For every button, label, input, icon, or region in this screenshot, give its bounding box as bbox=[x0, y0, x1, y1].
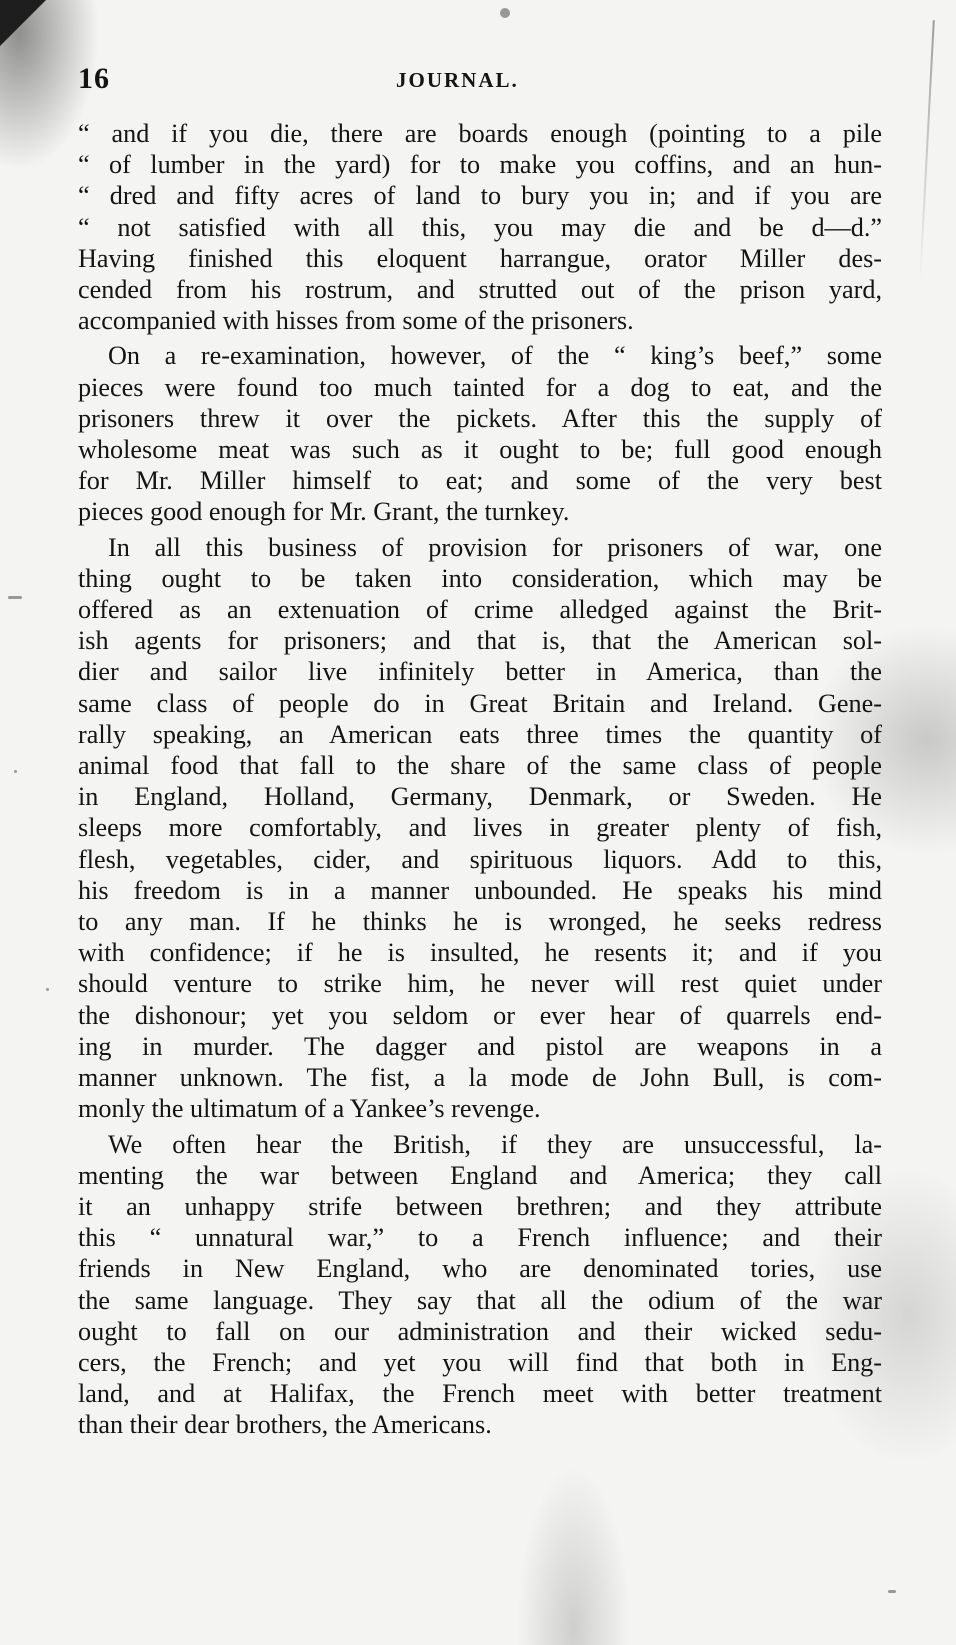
scan-speck bbox=[8, 596, 22, 599]
text-line: “ of lumber in the yard) for to make you coffins, and an hun- bbox=[78, 150, 882, 180]
text-line: the same language. They say that all the odium of the war bbox=[78, 1285, 882, 1315]
paragraph-4 bbox=[78, 1129, 882, 1441]
text-line: cended from his rostrum, and strutted out of the prison yard, bbox=[78, 275, 882, 305]
text-line: in England, Holland, Germany, Denmark, or Sweden. He bbox=[78, 782, 882, 812]
text-line: On a re-examination, however, of the “ king’s beef,” some bbox=[108, 341, 882, 371]
text-line: to any man. If he thinks he is wronged, he seeks redress bbox=[78, 907, 882, 937]
text-line: manner unknown. The fist, a la mode de John Bull, is com- bbox=[78, 1063, 882, 1093]
text-line: “ not satisfied with all this, you may die and be d—d.” bbox=[78, 212, 882, 242]
text-line: ought to fall on our administration and their wicked sedu- bbox=[78, 1316, 882, 1346]
text-line: wholesome meat was such as it ought to be; full good enough bbox=[78, 435, 882, 465]
text-line: same class of people do in Great Britain and Ireland. Gene- bbox=[78, 688, 882, 718]
text-line: the dishonour; yet you seldom or ever hear of quarrels end- bbox=[78, 1000, 882, 1030]
text-line: sleeps more comfortably, and lives in greater plenty of fish, bbox=[78, 813, 882, 843]
scan-speck bbox=[14, 770, 17, 773]
text-line: pieces good enough for Mr. Grant, the turnkey. bbox=[78, 497, 570, 527]
text-line: friends in New England, who are denominated tories, use bbox=[78, 1254, 882, 1284]
page-edge-mark bbox=[919, 20, 935, 280]
paragraph-1 bbox=[78, 118, 882, 336]
text-line: We often hear the British, if they are unsuccessful, la- bbox=[108, 1129, 882, 1159]
text-line: “ dred and fifty acres of land to bury you in; and if you are bbox=[78, 181, 882, 211]
text-line: dier and sailor live infinitely better in America, than the bbox=[78, 657, 882, 687]
text-line: flesh, vegetables, cider, and spirituous liquors. Add to this, bbox=[78, 844, 882, 874]
text-line: than their dear brothers, the Americans. bbox=[78, 1410, 492, 1440]
page-number: 16 bbox=[78, 62, 110, 95]
text-line: menting the war between England and America; they call bbox=[78, 1160, 882, 1190]
text-line: “ and if you die, there are boards enough (pointing to a pile bbox=[78, 119, 882, 148]
text-line: ing in murder. The dagger and pistol are weapons in a bbox=[78, 1031, 882, 1061]
text-line: this “ unnatural war,” to a French influence; and their bbox=[78, 1223, 882, 1253]
paragraph-2 bbox=[78, 340, 882, 527]
text-line: should venture to strike him, he never will rest quiet under bbox=[78, 969, 882, 999]
text-line: his freedom is in a manner unbounded. He speaks his mind bbox=[78, 875, 882, 905]
text-line: In all this business of provision for prisoners of war, one bbox=[108, 532, 882, 562]
text-line: offered as an extenuation of crime alledged against the Brit- bbox=[78, 595, 882, 625]
text-line: with confidence; if he is insulted, he resents it; and if you bbox=[78, 938, 882, 968]
text-line: it an unhappy strife between brethren; and they attribute bbox=[78, 1191, 882, 1221]
paragraph-3 bbox=[78, 532, 882, 1125]
text-line: Having finished this eloquent harrangue, orator Miller des- bbox=[78, 243, 882, 273]
text-line: pieces were found too much tainted for a dog to eat, and the bbox=[78, 372, 882, 402]
text-line: thing ought to be taken into consideration, which may be bbox=[78, 563, 882, 593]
text-line: ish agents for prisoners; and that is, that the American sol- bbox=[78, 626, 882, 656]
text-line: land, and at Halifax, the French meet with better treatment bbox=[78, 1379, 882, 1409]
body-text bbox=[78, 118, 882, 1441]
text-line: monly the ultimatum of a Yankee’s revenge. bbox=[78, 1094, 541, 1124]
text-line: prisoners threw it over the pickets. After this the supply of bbox=[78, 403, 882, 433]
scan-speck bbox=[888, 1590, 896, 1593]
page-corner-shadow bbox=[0, 0, 46, 46]
scan-speck bbox=[46, 988, 49, 991]
text-line: for Mr. Miller himself to eat; and some of the very best bbox=[78, 466, 882, 496]
text-line: animal food that fall to the share of the same class of people bbox=[78, 751, 882, 781]
page-header bbox=[78, 62, 878, 102]
running-head: JOURNAL. bbox=[396, 68, 519, 92]
text-line: accompanied with hisses from some of the prisoners. bbox=[78, 306, 634, 336]
text-line: rally speaking, an American eats three times the quantity of bbox=[78, 719, 882, 749]
scan-speck bbox=[500, 8, 510, 18]
text-line: cers, the French; and yet you will find that both in Eng- bbox=[78, 1347, 882, 1377]
